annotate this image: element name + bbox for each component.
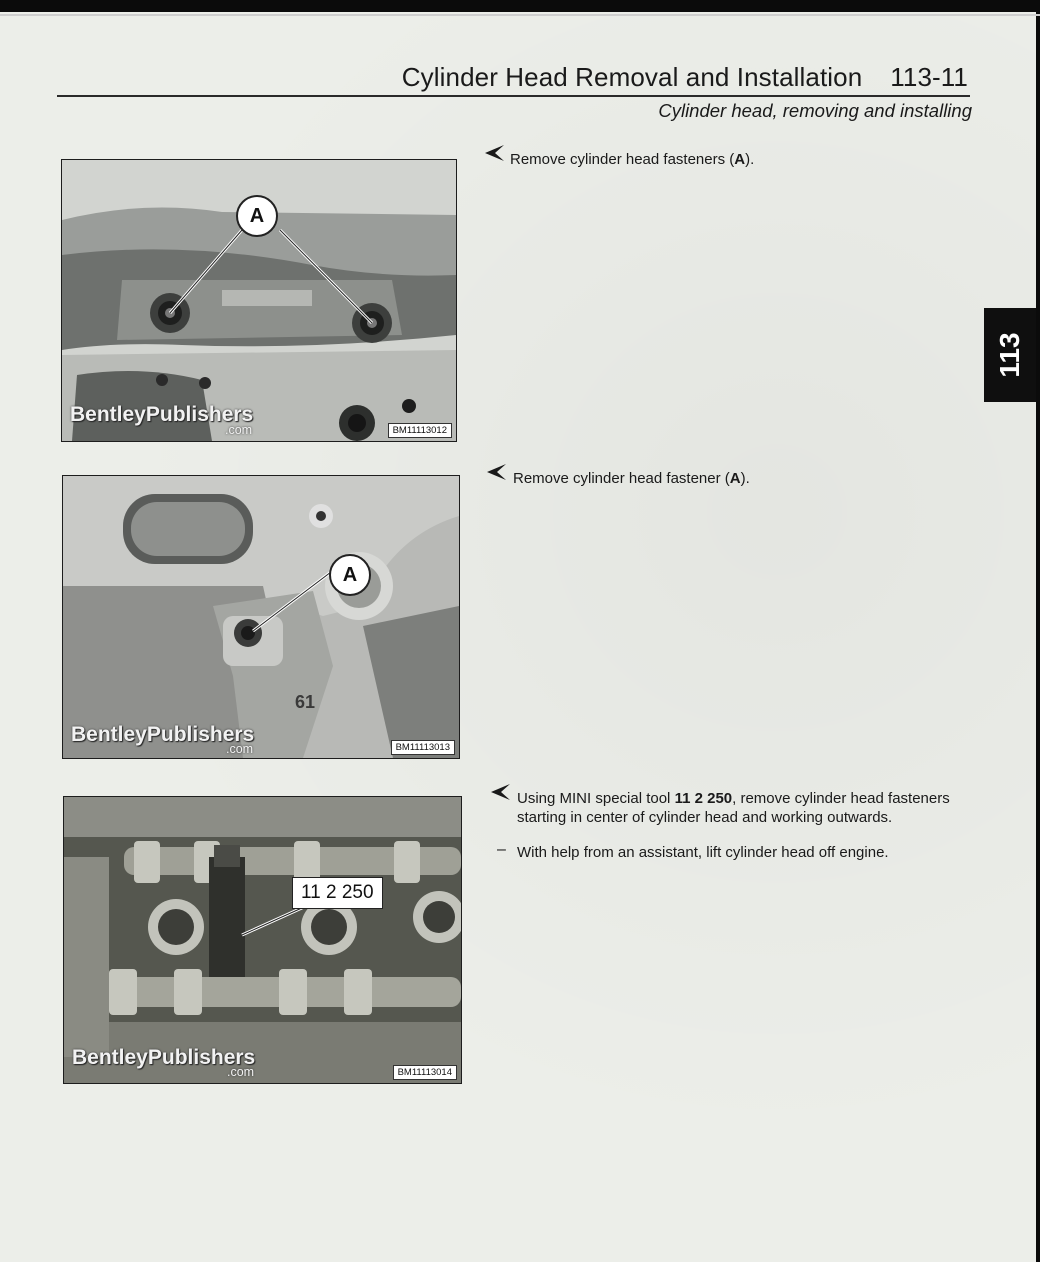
header-rule xyxy=(57,95,970,97)
figure-code: BM11113013 xyxy=(391,740,455,755)
running-header xyxy=(402,62,968,93)
section-title: Cylinder head, removing and installing xyxy=(658,100,972,121)
arrowhead-left-icon xyxy=(489,782,511,802)
figure-special-tool xyxy=(63,796,462,1084)
watermark: BentleyPublishers xyxy=(70,403,254,426)
step-remove-fasteners xyxy=(510,150,970,169)
chapter-title: Cylinder Head Removal and Installation xyxy=(401,62,863,92)
figure-2-photo xyxy=(63,476,459,758)
step-text: , remove cylinder head fasteners starting in center of cylinder head and working outwards. xyxy=(517,790,950,826)
step-text: ). xyxy=(745,151,755,168)
figure-cylinder-head-fastener xyxy=(62,475,460,759)
manual-page xyxy=(0,12,1036,1262)
watermark: BentleyPublishers xyxy=(71,723,255,746)
watermark-com: .com xyxy=(227,1065,255,1079)
step-lift-head xyxy=(517,843,982,862)
tool-label: 11 2 250 xyxy=(292,877,383,909)
watermark-com: .com xyxy=(225,423,253,437)
step-remove-fastener xyxy=(513,469,973,488)
callout-a: A xyxy=(236,195,278,237)
step-text: Using MINI special tool xyxy=(517,790,675,807)
page-number: 113-11 xyxy=(890,62,968,92)
page-top-edge xyxy=(0,14,1040,16)
watermark: BentleyPublishers xyxy=(72,1046,256,1069)
dash-icon: – xyxy=(497,841,506,858)
step-text: With help from an assistant, lift cylinder head off engine. xyxy=(517,844,889,861)
svg-text:61: 61 xyxy=(295,692,316,712)
callout-a: A xyxy=(329,554,371,596)
arrowhead-left-icon xyxy=(485,462,507,482)
chapter-tab-label: 113 xyxy=(994,332,1025,378)
chapter-tab xyxy=(984,308,1036,402)
step-text: Remove cylinder head fasteners ( xyxy=(510,151,735,168)
figure-code: BM11113014 xyxy=(393,1065,457,1080)
watermark-com: .com xyxy=(226,742,254,756)
step-bold: A xyxy=(734,151,746,168)
step-text: ). xyxy=(740,470,750,487)
step-bold: 11 2 250 xyxy=(674,790,733,807)
arrowhead-left-icon xyxy=(483,143,505,163)
figure-3-photo xyxy=(64,797,461,1083)
figure-code: BM11113012 xyxy=(388,423,452,438)
figure-cylinder-head-fasteners xyxy=(61,159,457,442)
step-bold: A xyxy=(729,470,741,487)
step-text: Remove cylinder head fastener ( xyxy=(513,470,730,487)
step-special-tool xyxy=(517,789,982,827)
